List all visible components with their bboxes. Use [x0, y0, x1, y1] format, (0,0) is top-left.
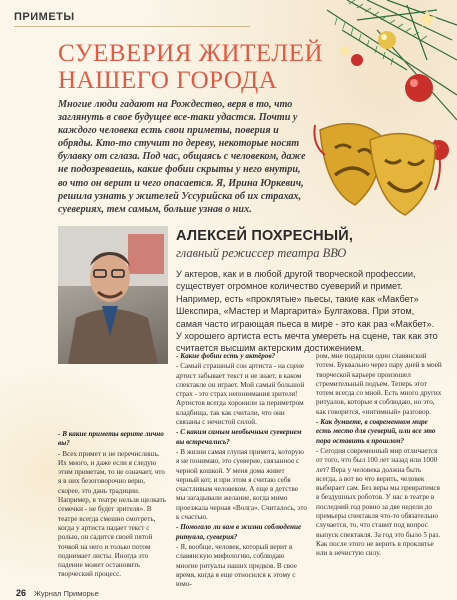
ornament-ball-icon — [405, 74, 433, 102]
interview-lead: У актеров, как и в любой другой творческой профессии, существует огромное количество суеверий и примет. Например, есть «проклятые» пьесы, такие как «Макбет» Шекспира, «Мастер и Маргарита» Булгакова. При этом, самая часто играющая пьеса в мире - это как раз «Макбет». У хорошего артиста есть мечта умереть на сцене, так как это считается высшим актерским достижением. — [176, 269, 438, 354]
page-footer — [16, 588, 99, 598]
magazine-name: Журнал Приморье — [34, 589, 99, 598]
answer: - Самый страшный сон артиста - на сцене артист забывает текст и не знает, в каком спектакле он играет. Мой самый большой страх - это страх непонимания зрителя! Артистов всегда хоронили за периметром кладбища, так как считали, что они связаны с нечистой силой. — [176, 362, 305, 427]
article-title — [58, 40, 388, 94]
interviewee-role: главный режиссер театра ВВО — [176, 246, 347, 260]
interviewee-photo — [58, 226, 168, 364]
question: - Как думаете, в современном мире есть место для суеверий, или все это пора оставить в прошлом? — [316, 418, 436, 445]
title-line: НАШЕГО ГОРОДА — [58, 67, 278, 94]
text-column-1 — [58, 430, 166, 581]
section-label: ПРИМЕТЫ — [14, 11, 75, 23]
article-intro: Многие люди гадают на Рождество, веря в то, что заглянуть в свое будущее все-таки удастся. Почти у каждого человека есть свои приметы, поверия и обряды. Кто-то стучит по дереву, некоторые носят булавку от сглаза. Под час, общаясь с человеком, даже не подозреваешь, какие фобии скрыты у него внутри, во что он верит и чего опасается. Я, Ирина Юркевич, решила узнать у жителей Уссурийска об их страхах, суевериях, тем самым, больше узнав о них. — [58, 99, 306, 215]
question: - В какие приметы верите лично вы? — [58, 430, 164, 448]
section-divider — [14, 26, 250, 27]
question: - Помогало ли вам в жизни соблюдение ритуала, суеверия? — [176, 523, 302, 541]
answer: - В жизни самая глупая примета, которую я не понимаю, это суеверие, связанное с черной кошкой. У меня дома живет черный кот, и при этом я считаю себя счастливым человеком. А еще в детстве мы загадывали желание, когда мимо проезжала черная «Волга». Считалось, это к счастью. — [176, 447, 308, 522]
page-number: 26 — [16, 588, 27, 598]
answer: - Всех примет и не перечислишь. Их много, и даже если я следую этим приметам, то не означает, что я в них безоговорочно верю, скорее, это дань традиции. Например, в театре нельзя щелкать семечки - не будет зрителя». В театре всегда смешно смотреть, когда у артиста падает текст с ролью, он садится своей пятой точкой на него и только потом поднимает листы. Иногда это падение может остановить творческий процесс. — [58, 449, 166, 579]
theatre-masks-icon — [310, 110, 445, 230]
question: - Какие фобии есть у актёров? — [176, 352, 276, 360]
answer: - Сегодня современный мир отличается от того, что был 100 лет назад или 1000 лет? Вера у человека должна быть всегда, а вот во что верить, человек выбирает сам. Без веры мы превратимся в бездушных роботов. У нас в театре в последний год ровно за две недели до премьеры спектакля что-то обязательно случается, то, что ставит под вопрос выпуск спектакля. За год это было 5 раз. Как после этого не верить в проклятье или в нечистую силу. — [316, 446, 441, 558]
question: - С каким самым необычным суеверием вы встречались? — [176, 428, 302, 446]
answer: ром, мне подарили один славянский тотем. Буквально через пару дней в моей творческой карьере произошел стремительный подъем. Теперь этот тотем всегда со мной. Есть много других ритуалов, которые я соблюдаю, но это, как говорится, «интимный» разговор. — [316, 352, 442, 416]
interviewee-name: АЛЕКСЕЙ ПОХРЕСНЫЙ, — [176, 228, 354, 244]
title-line: СУЕВЕРИЯ ЖИТЕЛЕЙ — [58, 40, 324, 67]
text-column-2 — [176, 352, 308, 590]
portrait-image — [58, 226, 168, 364]
text-column-3 — [316, 352, 444, 560]
answer: - Я, вообще, человек, который верит в славянскую мифологию, соблюдаю многие ритуалы наших предков. В свое время, когда я еще относился к этому с юмо- — [176, 542, 297, 589]
